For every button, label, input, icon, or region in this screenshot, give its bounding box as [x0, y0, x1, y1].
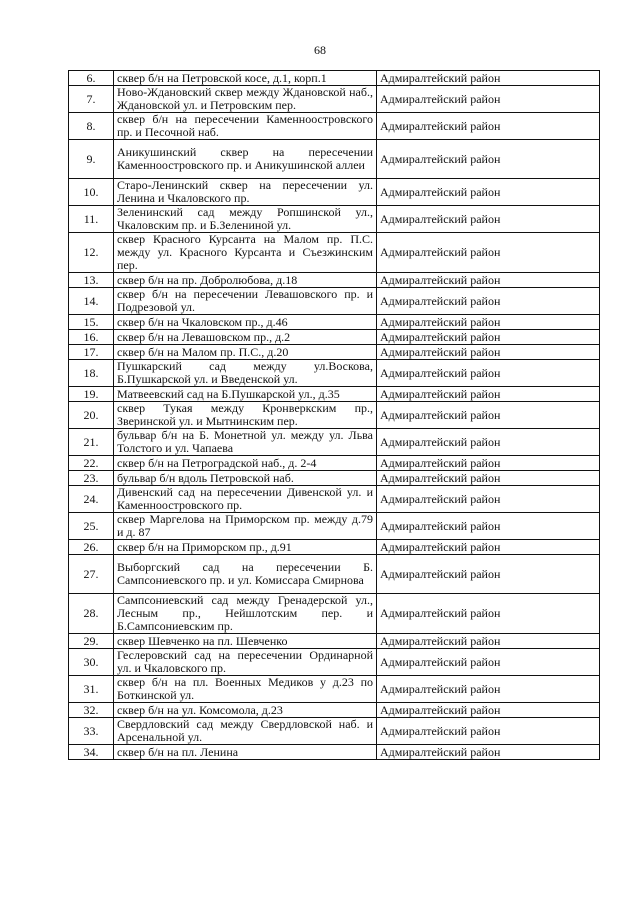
park-name: сквер б/н на Петровской косе, д.1, корп.1	[114, 71, 377, 86]
row-number: 32.	[69, 703, 114, 718]
table-row	[69, 718, 600, 745]
table-row	[69, 745, 600, 760]
row-number: 16.	[69, 330, 114, 345]
table-row	[69, 513, 600, 540]
table-row	[69, 113, 600, 140]
district-name: Адмиралтейский район	[377, 179, 600, 206]
park-name: Дивенский сад на пересечении Дивенской ул. и Каменноостровского пр.	[114, 486, 377, 513]
table-body	[69, 71, 600, 760]
park-name: сквер б/н на Чкаловском пр., д.46	[114, 315, 377, 330]
table-row	[69, 471, 600, 486]
district-name: Адмиралтейский район	[377, 345, 600, 360]
table-row	[69, 345, 600, 360]
district-name: Адмиралтейский район	[377, 86, 600, 113]
table-row	[69, 486, 600, 513]
row-number: 12.	[69, 233, 114, 273]
table-row	[69, 540, 600, 555]
district-name: Адмиралтейский район	[377, 315, 600, 330]
park-name: Выборгский сад на пересечении Б. Сампсониевского пр. и ул. Комиссара Смирнова	[114, 555, 377, 594]
park-name: Сампсониевский сад между Гренадерской ул., Лесным пр., Нейшлотским пер. и Б.Сампсониевским пр.	[114, 594, 377, 634]
table-row	[69, 676, 600, 703]
district-name: Адмиралтейский район	[377, 634, 600, 649]
row-number: 21.	[69, 429, 114, 456]
row-number: 22.	[69, 456, 114, 471]
row-number: 33.	[69, 718, 114, 745]
row-number: 31.	[69, 676, 114, 703]
district-name: Адмиралтейский район	[377, 273, 600, 288]
table-row	[69, 288, 600, 315]
district-name: Адмиралтейский район	[377, 540, 600, 555]
row-number: 9.	[69, 140, 114, 179]
row-number: 20.	[69, 402, 114, 429]
park-name: сквер б/н на Малом пр. П.С., д.20	[114, 345, 377, 360]
row-number: 14.	[69, 288, 114, 315]
district-name: Адмиралтейский район	[377, 288, 600, 315]
table-row	[69, 429, 600, 456]
district-name: Адмиралтейский район	[377, 471, 600, 486]
table-row	[69, 233, 600, 273]
park-name: сквер б/н на Приморском пр., д.91	[114, 540, 377, 555]
district-name: Адмиралтейский район	[377, 594, 600, 634]
park-name: бульвар б/н на Б. Монетной ул. между ул. Льва Толстого и ул. Чапаева	[114, 429, 377, 456]
district-name: Адмиралтейский район	[377, 113, 600, 140]
district-name: Адмиралтейский район	[377, 555, 600, 594]
table-row	[69, 649, 600, 676]
district-name: Адмиралтейский район	[377, 140, 600, 179]
row-number: 34.	[69, 745, 114, 760]
row-number: 23.	[69, 471, 114, 486]
park-name: Старо-Ленинский сквер на пересечении ул. Ленина и Чкаловского пр.	[114, 179, 377, 206]
row-number: 18.	[69, 360, 114, 387]
park-name: Ново-Ждановский сквер между Ждановской наб., Ждановской ул. и Петровским пер.	[114, 86, 377, 113]
row-number: 11.	[69, 206, 114, 233]
park-name: Геслеровский сад на пересечении Ординарной ул. и Чкаловского пр.	[114, 649, 377, 676]
row-number: 24.	[69, 486, 114, 513]
row-number: 15.	[69, 315, 114, 330]
table-row	[69, 456, 600, 471]
row-number: 17.	[69, 345, 114, 360]
district-name: Адмиралтейский район	[377, 206, 600, 233]
row-number: 19.	[69, 387, 114, 402]
park-name: сквер б/н на ул. Комсомола, д.23	[114, 703, 377, 718]
row-number: 25.	[69, 513, 114, 540]
table-row	[69, 273, 600, 288]
park-name: сквер Тукая между Кронверкским пр., Зверинской ул. и Мытнинским пер.	[114, 402, 377, 429]
row-number: 8.	[69, 113, 114, 140]
row-number: 7.	[69, 86, 114, 113]
parks-table	[68, 70, 600, 760]
table-row	[69, 330, 600, 345]
park-name: Свердловский сад между Свердловской наб. и Арсенальной ул.	[114, 718, 377, 745]
table-row	[69, 360, 600, 387]
row-number: 27.	[69, 555, 114, 594]
row-number: 30.	[69, 649, 114, 676]
district-name: Адмиралтейский район	[377, 330, 600, 345]
park-name: сквер б/н на Левашовском пр., д.2	[114, 330, 377, 345]
district-name: Адмиралтейский район	[377, 513, 600, 540]
park-name: сквер б/н на пл. Военных Медиков у д.23 по Боткинской ул.	[114, 676, 377, 703]
park-name: сквер Красного Курсанта на Малом пр. П.С. между ул. Красного Курсанта и Съезжинским пер.	[114, 233, 377, 273]
table-row	[69, 86, 600, 113]
district-name: Адмиралтейский район	[377, 456, 600, 471]
district-name: Адмиралтейский район	[377, 703, 600, 718]
district-name: Адмиралтейский район	[377, 486, 600, 513]
table-row	[69, 387, 600, 402]
park-name: бульвар б/н вдоль Петровской наб.	[114, 471, 377, 486]
table-row	[69, 402, 600, 429]
table-row	[69, 703, 600, 718]
district-name: Адмиралтейский район	[377, 71, 600, 86]
park-name: сквер б/н на пересечении Левашовского пр. и Подрезовой ул.	[114, 288, 377, 315]
park-name: Матвеевский сад на Б.Пушкарской ул., д.35	[114, 387, 377, 402]
district-name: Адмиралтейский район	[377, 402, 600, 429]
park-name: Аникушинский сквер на пересечении Каменноостровского пр. и Аникушинской аллеи	[114, 140, 377, 179]
page-number: 68	[314, 43, 326, 57]
park-name: сквер б/н на Петроградской наб., д. 2-4	[114, 456, 377, 471]
park-name: сквер б/н на пересечении Каменноостровского пр. и Песочной наб.	[114, 113, 377, 140]
row-number: 13.	[69, 273, 114, 288]
table-row	[69, 555, 600, 594]
row-number: 6.	[69, 71, 114, 86]
park-name: сквер Шевченко на пл. Шевченко	[114, 634, 377, 649]
district-name: Адмиралтейский район	[377, 649, 600, 676]
district-name: Адмиралтейский район	[377, 387, 600, 402]
table-row	[69, 634, 600, 649]
park-name: Зеленинский сад между Ропшинской ул., Чкаловским пр. и Б.Зелениной ул.	[114, 206, 377, 233]
table-row	[69, 71, 600, 86]
table-row	[69, 594, 600, 634]
park-name: сквер б/н на пл. Ленина	[114, 745, 377, 760]
row-number: 26.	[69, 540, 114, 555]
row-number: 10.	[69, 179, 114, 206]
table-row	[69, 140, 600, 179]
park-name: Пушкарский сад между ул.Воскова, Б.Пушкарской ул. и Введенской ул.	[114, 360, 377, 387]
table-row	[69, 206, 600, 233]
district-name: Адмиралтейский район	[377, 676, 600, 703]
district-name: Адмиралтейский район	[377, 360, 600, 387]
park-name: сквер Маргелова на Приморском пр. между д.79 и д. 87	[114, 513, 377, 540]
table-row	[69, 315, 600, 330]
district-name: Адмиралтейский район	[377, 429, 600, 456]
park-name: сквер б/н на пр. Добролюбова, д.18	[114, 273, 377, 288]
district-name: Адмиралтейский район	[377, 745, 600, 760]
table-row	[69, 179, 600, 206]
row-number: 28.	[69, 594, 114, 634]
district-name: Адмиралтейский район	[377, 718, 600, 745]
district-name: Адмиралтейский район	[377, 233, 600, 273]
row-number: 29.	[69, 634, 114, 649]
